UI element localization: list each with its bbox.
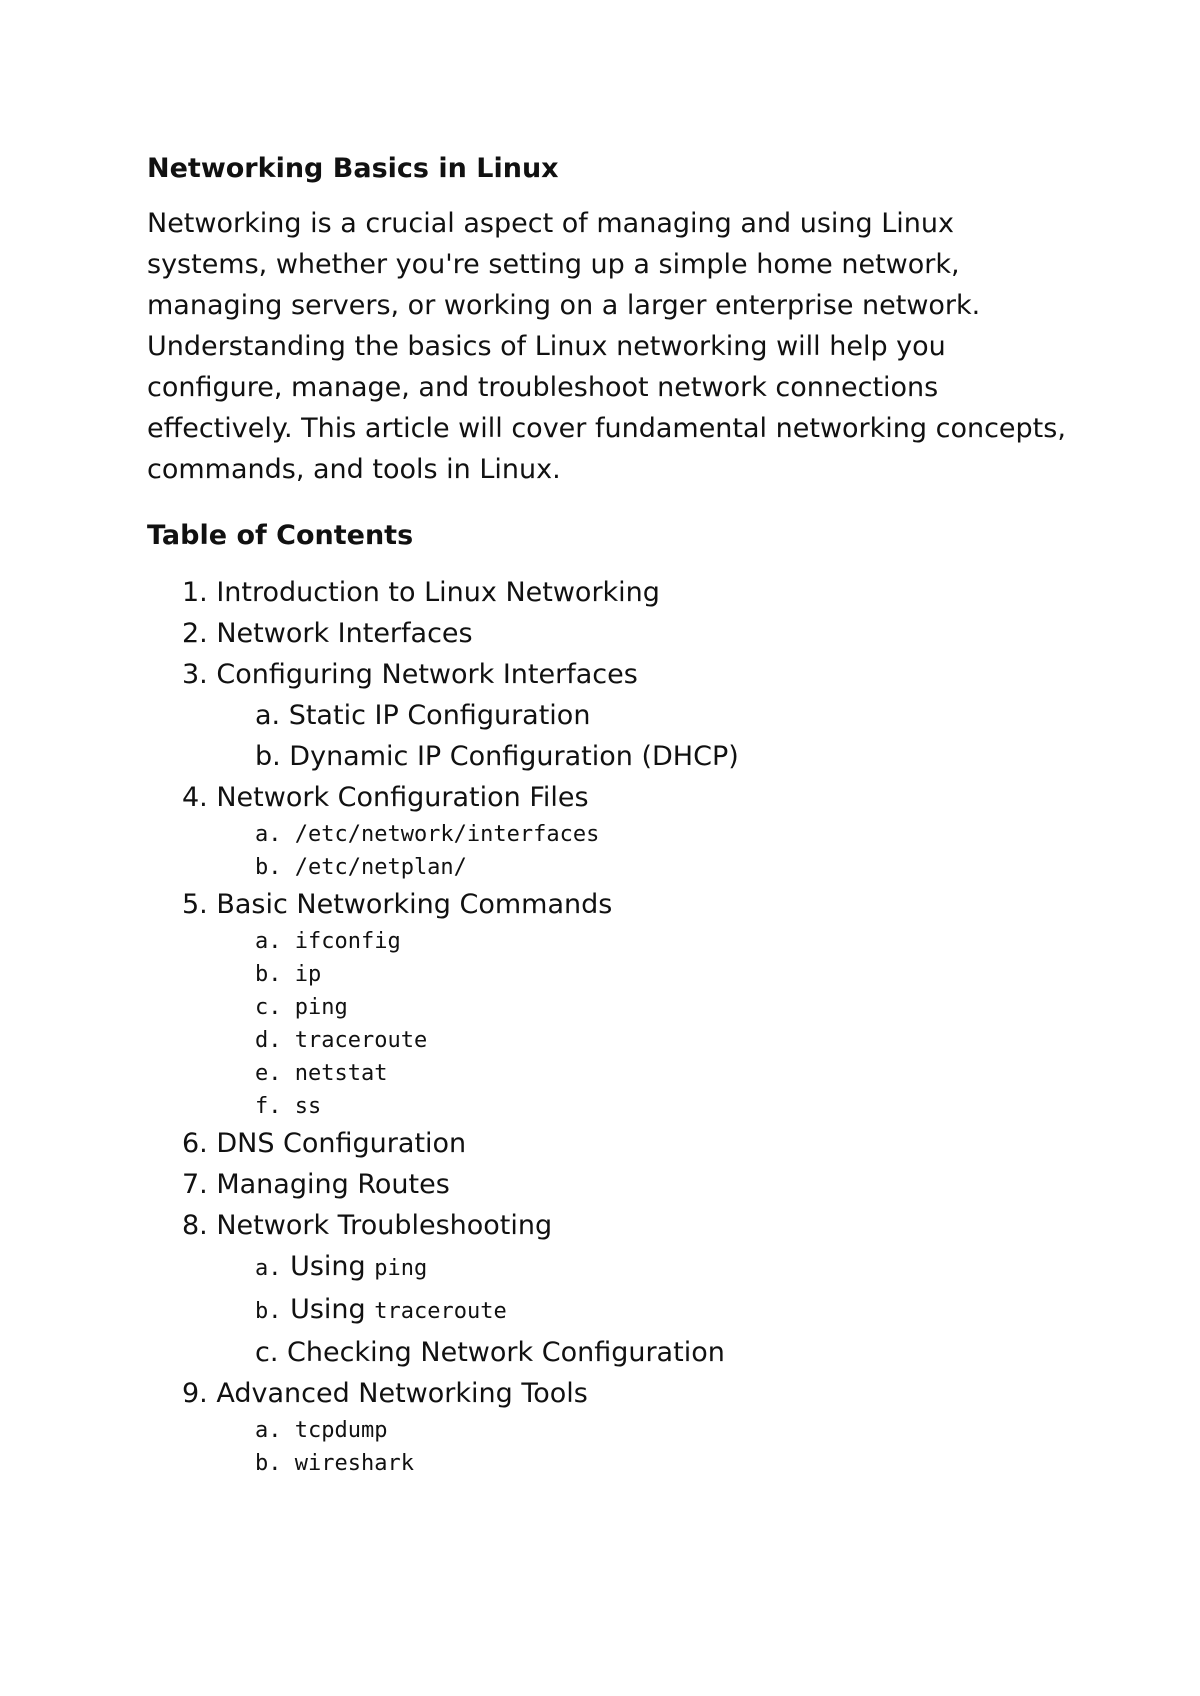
document-page (147, 152, 1077, 1480)
toc-subitem-4b: b. /etc/netplan/ (255, 855, 467, 880)
toc-subitem-8b (147, 1289, 1077, 1332)
toc-subitem-3a: a. Static IP Configuration (255, 700, 591, 731)
toc-item-9: 9. Advanced Networking Tools (182, 1378, 588, 1409)
toc-subitem-marker: a. (255, 1256, 282, 1281)
toc-subitem-5e: e. netstat (255, 1061, 388, 1086)
toc-item-5: 5. Basic Networking Commands (182, 889, 613, 920)
toc-item-4: 4. Network Configuration Files (182, 782, 589, 813)
toc-item-7: 7. Managing Routes (182, 1169, 450, 1200)
toc-subitem-5b: b. ip (255, 962, 322, 987)
toc-subitem-9a: a. tcpdump (255, 1418, 388, 1443)
toc-subitem-code: traceroute (374, 1299, 507, 1324)
toc-subitem-code: ping (374, 1256, 428, 1281)
toc-item-3: 3. Configuring Network Interfaces (182, 659, 638, 690)
document-title: Networking Basics in Linux (147, 153, 559, 184)
toc-subitem-text: Using (290, 1294, 366, 1325)
toc-subitem-5f: f. ss (255, 1094, 322, 1119)
toc-subitem-9b: b. wireshark (255, 1451, 414, 1476)
toc-subitem-5c: c. ping (255, 995, 348, 1020)
toc-subitem-5a: a. ifconfig (255, 929, 401, 954)
toc-subitem-8a (147, 1246, 1077, 1289)
toc-subitem-8c: c. Checking Network Configuration (255, 1337, 725, 1368)
toc-item-8: 8. Network Troubleshooting (182, 1210, 553, 1241)
toc-item-2: 2. Network Interfaces (182, 618, 473, 649)
toc-subitem-4a: a. /etc/network/interfaces (255, 822, 600, 847)
toc-item-6: 6. DNS Configuration (182, 1128, 467, 1159)
toc-subitem-marker: b. (255, 1299, 282, 1324)
toc-subitem-5d: d. traceroute (255, 1028, 428, 1053)
toc-subitem-3b: b. Dynamic IP Configuration (DHCP) (255, 741, 739, 772)
toc-subitem-text: Using (290, 1251, 366, 1282)
table-of-contents (147, 572, 1077, 1480)
toc-item-1: 1. Introduction to Linux Networking (182, 577, 660, 608)
intro-paragraph: Networking is a crucial aspect of managing and using Linux systems, whether you're setting up a simple home network, managing servers, or working on a larger enterprise network. Understanding the basics of Linux networking will help you configure, manage, and troubleshoot network connections effectively. This article will cover fundamental networking concepts, commands, and tools in Linux. (147, 208, 1066, 485)
toc-heading: Table of Contents (147, 520, 414, 551)
